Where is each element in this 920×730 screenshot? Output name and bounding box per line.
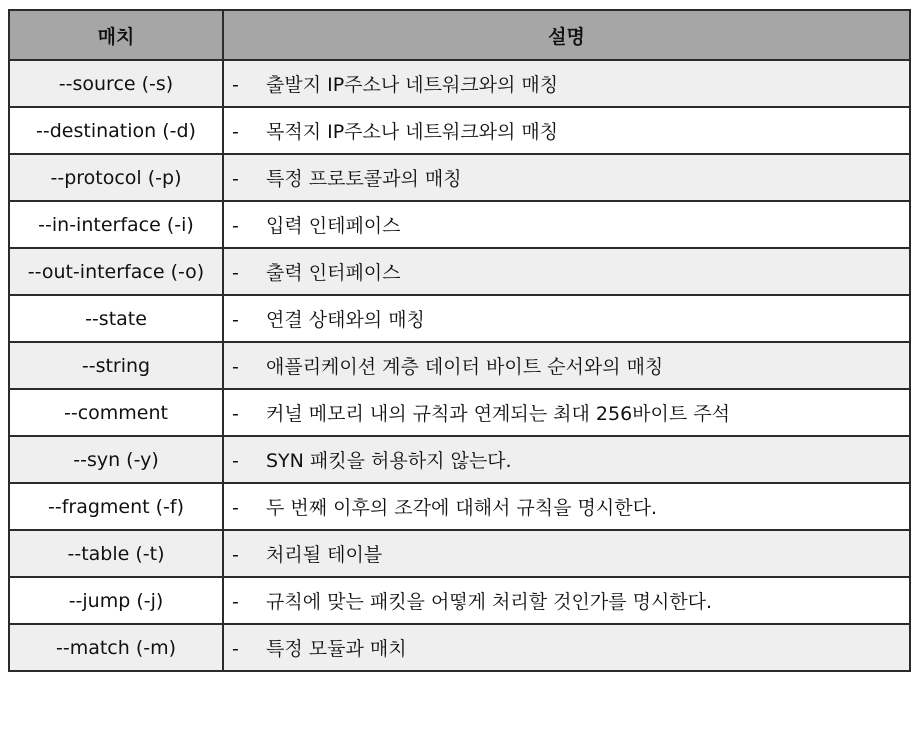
bullet-dash: - [232,168,239,190]
table-row [9,201,910,248]
description-text: SYN 패킷을 허용하지 않는다. [266,450,512,472]
bullet-dash: - [232,638,239,660]
bullet-dash: - [232,450,239,472]
match-cell: --comment [9,389,223,436]
match-cell: --fragment (-f) [9,483,223,530]
description-cell [223,342,910,389]
description-text: 커널 메모리 내의 규칙과 연계되는 최대 256바이트 주석 [266,403,730,425]
bullet-dash: - [232,356,239,378]
table-row [9,154,910,201]
description-text: 특정 모듈과 매치 [266,638,407,660]
description-cell [223,295,910,342]
match-cell: --destination (-d) [9,107,223,154]
match-options-table [8,9,911,672]
table-row [9,248,910,295]
bullet-dash: - [232,497,239,519]
bullet-dash: - [232,309,239,331]
description-text: 입력 인테페이스 [266,215,401,237]
table-row [9,107,910,154]
description-cell [223,577,910,624]
header-match: 매치 [9,10,223,60]
table-row [9,342,910,389]
description-cell [223,389,910,436]
description-text: 목적지 IP주소나 네트워크와의 매칭 [266,121,559,143]
table-row [9,295,910,342]
description-text: 출력 인터페이스 [266,262,401,284]
table-row [9,530,910,577]
match-cell: --state [9,295,223,342]
description-cell [223,60,910,107]
table-row [9,624,910,671]
match-cell: --source (-s) [9,60,223,107]
description-cell [223,624,910,671]
table-row [9,389,910,436]
description-cell [223,483,910,530]
description-cell [223,201,910,248]
match-cell: --in-interface (-i) [9,201,223,248]
description-cell [223,154,910,201]
match-cell: --syn (-y) [9,436,223,483]
table-row [9,60,910,107]
description-text: 출발지 IP주소나 네트워크와의 매칭 [266,74,559,96]
bullet-dash: - [232,403,239,425]
table-row [9,483,910,530]
bullet-dash: - [232,215,239,237]
description-cell [223,248,910,295]
table-header-row [9,10,910,60]
description-cell [223,436,910,483]
bullet-dash: - [232,544,239,566]
match-cell: --string [9,342,223,389]
description-text: 규칙에 맞는 패킷을 어떻게 처리할 것인가를 명시한다. [266,591,713,613]
bullet-dash: - [232,262,239,284]
match-cell: --out-interface (-o) [9,248,223,295]
description-cell [223,530,910,577]
table-row [9,436,910,483]
description-text: 애플리케이션 계층 데이터 바이트 순서와의 매칭 [266,356,664,378]
match-cell: --table (-t) [9,530,223,577]
bullet-dash: - [232,74,239,96]
match-cell: --jump (-j) [9,577,223,624]
match-cell: --protocol (-p) [9,154,223,201]
bullet-dash: - [232,591,239,613]
table-row [9,577,910,624]
header-description: 설명 [223,10,910,60]
description-text: 두 번째 이후의 조각에 대해서 규칙을 명시한다. [266,497,658,519]
bullet-dash: - [232,121,239,143]
match-cell: --match (-m) [9,624,223,671]
description-text: 연결 상태와의 매칭 [266,309,425,331]
description-text: 처리될 테이블 [266,544,383,566]
description-cell [223,107,910,154]
description-text: 특정 프로토콜과의 매칭 [266,168,462,190]
